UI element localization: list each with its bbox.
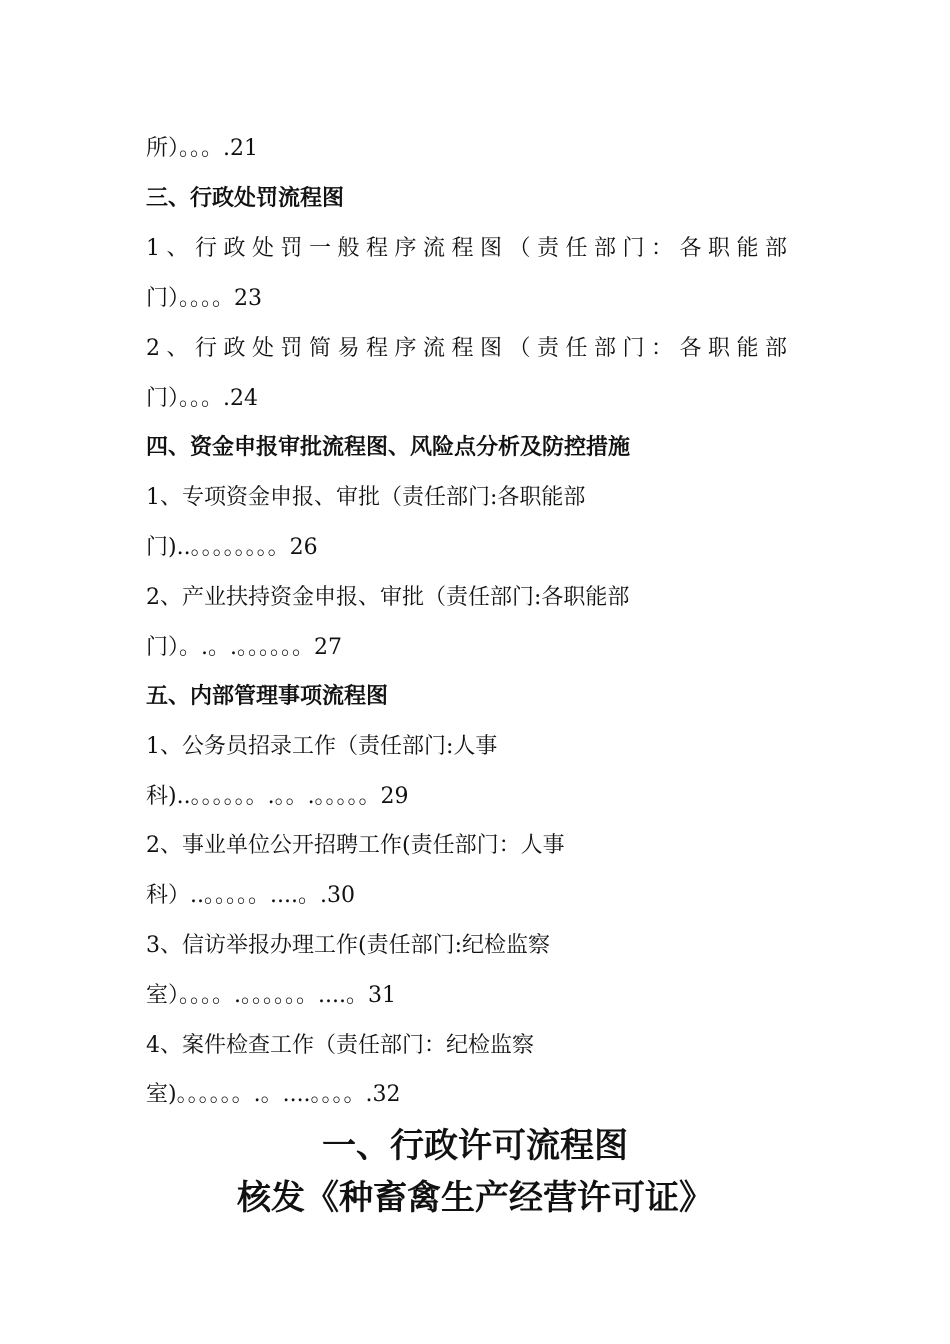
toc-line: 2、事业单位公开招聘工作(责任部门：人事 xyxy=(146,833,565,858)
toc-line: 室）。。。。.。。。。。。....。31 xyxy=(146,983,396,1008)
toc-line: 门）。。。。23 xyxy=(146,286,262,311)
toc-line: 4、案件检查工作（责任部门：纪检监察 xyxy=(146,1033,534,1058)
toc-line: 门）。.。.。。。。。。27 xyxy=(146,635,342,660)
toc-heading: 四、资金申报审批流程图、风险点分析及防控措施 xyxy=(146,435,631,460)
section-subtitle: 核发《种畜禽生产经营许可证》 xyxy=(237,1178,713,1218)
toc-line: 门)..。。。。。。。。26 xyxy=(146,535,318,560)
toc-heading: 三、行政处罚流程图 xyxy=(146,186,345,211)
toc-line: 所）。。。.21 xyxy=(146,136,258,161)
toc-line: 门）。。。.24 xyxy=(146,386,258,411)
toc-line: 2、产业扶持资金申报、审批（责任部门:各职能部 xyxy=(146,585,630,610)
toc-line: 科)..。。。。。。.。。.。。。。。29 xyxy=(146,784,409,809)
toc-line: 1、行政处罚一般程序流程图（责任部门：各职能部 xyxy=(146,236,794,261)
toc-line: 室)。。。。。。.。....。。。。.32 xyxy=(146,1082,401,1107)
toc-line: 1、专项资金申报、审批（责任部门:各职能部 xyxy=(146,485,586,510)
toc-heading: 五、内部管理事项流程图 xyxy=(146,684,389,709)
toc-line: 1、公务员招录工作（责任部门:人事 xyxy=(146,734,498,759)
section-title: 一、行政许可流程图 xyxy=(322,1126,628,1166)
toc-line: 3、信访举报办理工作(责任部门:纪检监察 xyxy=(146,933,550,958)
toc-line: 2、行政处罚简易程序流程图（责任部门：各职能部 xyxy=(146,336,794,361)
toc-line: 科）..。。。。。....。.30 xyxy=(146,883,355,908)
